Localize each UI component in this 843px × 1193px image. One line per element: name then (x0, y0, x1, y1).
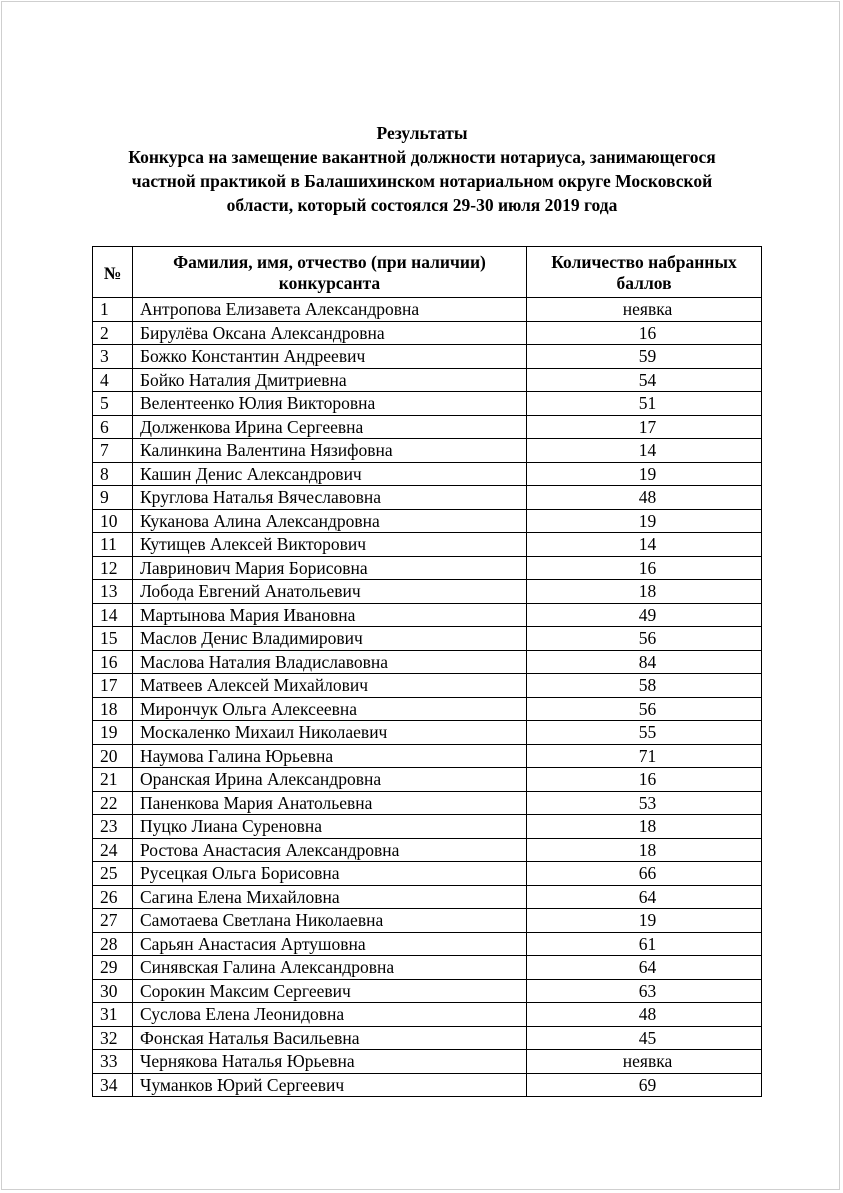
row-number: 30 (93, 979, 133, 1003)
contestant-score: 17 (527, 415, 762, 439)
contestant-name: Бирулёва Оксана Александровна (133, 321, 527, 345)
row-number: 31 (93, 1003, 133, 1027)
contestant-score: 18 (527, 580, 762, 604)
row-number: 11 (93, 533, 133, 557)
contestant-score: 19 (527, 909, 762, 933)
table-row (93, 627, 762, 651)
contestant-name: Маслова Наталия Владиславовна (133, 650, 527, 674)
title-line-1: Результаты (376, 123, 468, 143)
table-row (93, 956, 762, 980)
contestant-name: Мартынова Мария Ивановна (133, 603, 527, 627)
table-row (93, 885, 762, 909)
results-table (92, 246, 762, 1097)
table-row (93, 439, 762, 463)
contestant-score: 54 (527, 368, 762, 392)
row-number: 22 (93, 791, 133, 815)
contestant-score: 84 (527, 650, 762, 674)
contestant-score: 53 (527, 791, 762, 815)
row-number: 10 (93, 509, 133, 533)
table-row (93, 509, 762, 533)
table-row (93, 909, 762, 933)
contestant-score: неявка (527, 1050, 762, 1074)
row-number: 6 (93, 415, 133, 439)
table-row (93, 697, 762, 721)
contestant-name: Чуманков Юрий Сергеевич (133, 1073, 527, 1097)
contestant-score: 51 (527, 392, 762, 416)
contestant-score: 19 (527, 509, 762, 533)
row-number: 17 (93, 674, 133, 698)
row-number: 32 (93, 1026, 133, 1050)
contestant-name: Наумова Галина Юрьевна (133, 744, 527, 768)
contestant-name: Сагина Елена Михайловна (133, 885, 527, 909)
row-number: 14 (93, 603, 133, 627)
table-row (93, 932, 762, 956)
table-row (93, 321, 762, 345)
contestant-score: 64 (527, 885, 762, 909)
contestant-name: Сорокин Максим Сергеевич (133, 979, 527, 1003)
table-row (93, 744, 762, 768)
contestant-name: Круглова Наталья Вячеславовна (133, 486, 527, 510)
row-number: 8 (93, 462, 133, 486)
contestant-name: Долженкова Ирина Сергеевна (133, 415, 527, 439)
row-number: 19 (93, 721, 133, 745)
row-number: 24 (93, 838, 133, 862)
contestant-score: 14 (527, 533, 762, 557)
contestant-name: Лавринович Мария Борисовна (133, 556, 527, 580)
contestant-score: 69 (527, 1073, 762, 1097)
title-line-4: области, который состоялся 29-30 июля 2019 года (226, 195, 618, 215)
table-row (93, 462, 762, 486)
contestant-name: Бойко Наталия Дмитриевна (133, 368, 527, 392)
table-row (93, 345, 762, 369)
contestant-score: 61 (527, 932, 762, 956)
contestant-name: Антропова Елизавета Александровна (133, 298, 527, 322)
contestant-score: 19 (527, 462, 762, 486)
row-number: 18 (93, 697, 133, 721)
row-number: 34 (93, 1073, 133, 1097)
table-row (93, 368, 762, 392)
contestant-score: 16 (527, 556, 762, 580)
contestant-score: 56 (527, 697, 762, 721)
row-number: 12 (93, 556, 133, 580)
table-row (93, 1073, 762, 1097)
contestant-score: 58 (527, 674, 762, 698)
contestant-name: Матвеев Алексей Михайлович (133, 674, 527, 698)
contestant-score: 48 (527, 486, 762, 510)
contestant-name: Маслов Денис Владимирович (133, 627, 527, 651)
row-number: 27 (93, 909, 133, 933)
row-number: 1 (93, 298, 133, 322)
table-row (93, 838, 762, 862)
contestant-score: 18 (527, 838, 762, 862)
contestant-score: 66 (527, 862, 762, 886)
table-body (93, 298, 762, 1097)
table-row (93, 392, 762, 416)
table-row (93, 791, 762, 815)
table-row (93, 298, 762, 322)
contestant-name: Сарьян Анастасия Артушовна (133, 932, 527, 956)
table-row (93, 415, 762, 439)
contestant-name: Лобода Евгений Анатольевич (133, 580, 527, 604)
contestant-score: 16 (527, 768, 762, 792)
contestant-name: Калинкина Валентина Нязифовна (133, 439, 527, 463)
contestant-name: Чернякова Наталья Юрьевна (133, 1050, 527, 1074)
row-number: 29 (93, 956, 133, 980)
header-number: № (93, 247, 133, 298)
contestant-name: Мирончук Ольга Алексеевна (133, 697, 527, 721)
table-row (93, 979, 762, 1003)
contestant-name: Велентеенко Юлия Викторовна (133, 392, 527, 416)
title-line-3: частной практикой в Балашихинском нотариальном округе Московской (131, 171, 713, 191)
row-number: 2 (93, 321, 133, 345)
table-row (93, 650, 762, 674)
contestant-name: Самотаева Светлана Николаевна (133, 909, 527, 933)
contestant-score: 64 (527, 956, 762, 980)
table-row (93, 486, 762, 510)
contestant-name: Пуцко Лиана Суреновна (133, 815, 527, 839)
header-score: Количество набранных баллов (527, 247, 762, 298)
row-number: 15 (93, 627, 133, 651)
contestant-name: Кутищев Алексей Викторович (133, 533, 527, 557)
contestant-name: Русецкая Ольга Борисовна (133, 862, 527, 886)
document-title (62, 121, 782, 217)
contestant-score: 56 (527, 627, 762, 651)
row-number: 20 (93, 744, 133, 768)
contestant-name: Оранская Ирина Александровна (133, 768, 527, 792)
contestant-name: Куканова Алина Александровна (133, 509, 527, 533)
table-row (93, 603, 762, 627)
contestant-score: 18 (527, 815, 762, 839)
table-row (93, 768, 762, 792)
contestant-score: 71 (527, 744, 762, 768)
table-row (93, 1026, 762, 1050)
row-number: 7 (93, 439, 133, 463)
contestant-score: неявка (527, 298, 762, 322)
row-number: 25 (93, 862, 133, 886)
contestant-score: 59 (527, 345, 762, 369)
row-number: 4 (93, 368, 133, 392)
row-number: 23 (93, 815, 133, 839)
header-name: Фамилия, имя, отчество (при наличии) конкурсанта (133, 247, 527, 298)
row-number: 28 (93, 932, 133, 956)
contestant-score: 55 (527, 721, 762, 745)
table-row (93, 1003, 762, 1027)
table-row (93, 815, 762, 839)
table-row (93, 580, 762, 604)
row-number: 5 (93, 392, 133, 416)
row-number: 9 (93, 486, 133, 510)
contestant-score: 63 (527, 979, 762, 1003)
contestant-name: Божко Константин Андреевич (133, 345, 527, 369)
table-row (93, 533, 762, 557)
contestant-name: Синявская Галина Александровна (133, 956, 527, 980)
contestant-name: Ростова Анастасия Александровна (133, 838, 527, 862)
contestant-name: Кашин Денис Александрович (133, 462, 527, 486)
table-row (93, 674, 762, 698)
row-number: 26 (93, 885, 133, 909)
contestant-name: Паненкова Мария Анатольевна (133, 791, 527, 815)
table-row (93, 862, 762, 886)
contestant-score: 49 (527, 603, 762, 627)
table-row (93, 556, 762, 580)
row-number: 33 (93, 1050, 133, 1074)
table-row (93, 1050, 762, 1074)
contestant-score: 45 (527, 1026, 762, 1050)
title-line-2: Конкурса на замещение вакантной должности нотариуса, занимающегося (128, 147, 716, 167)
row-number: 13 (93, 580, 133, 604)
row-number: 3 (93, 345, 133, 369)
contestant-name: Суслова Елена Леонидовна (133, 1003, 527, 1027)
table-row (93, 721, 762, 745)
contestant-score: 48 (527, 1003, 762, 1027)
contestant-name: Фонская Наталья Васильевна (133, 1026, 527, 1050)
table-header-row (93, 247, 762, 298)
contestant-score: 16 (527, 321, 762, 345)
contestant-name: Москаленко Михаил Николаевич (133, 721, 527, 745)
contestant-score: 14 (527, 439, 762, 463)
row-number: 21 (93, 768, 133, 792)
row-number: 16 (93, 650, 133, 674)
